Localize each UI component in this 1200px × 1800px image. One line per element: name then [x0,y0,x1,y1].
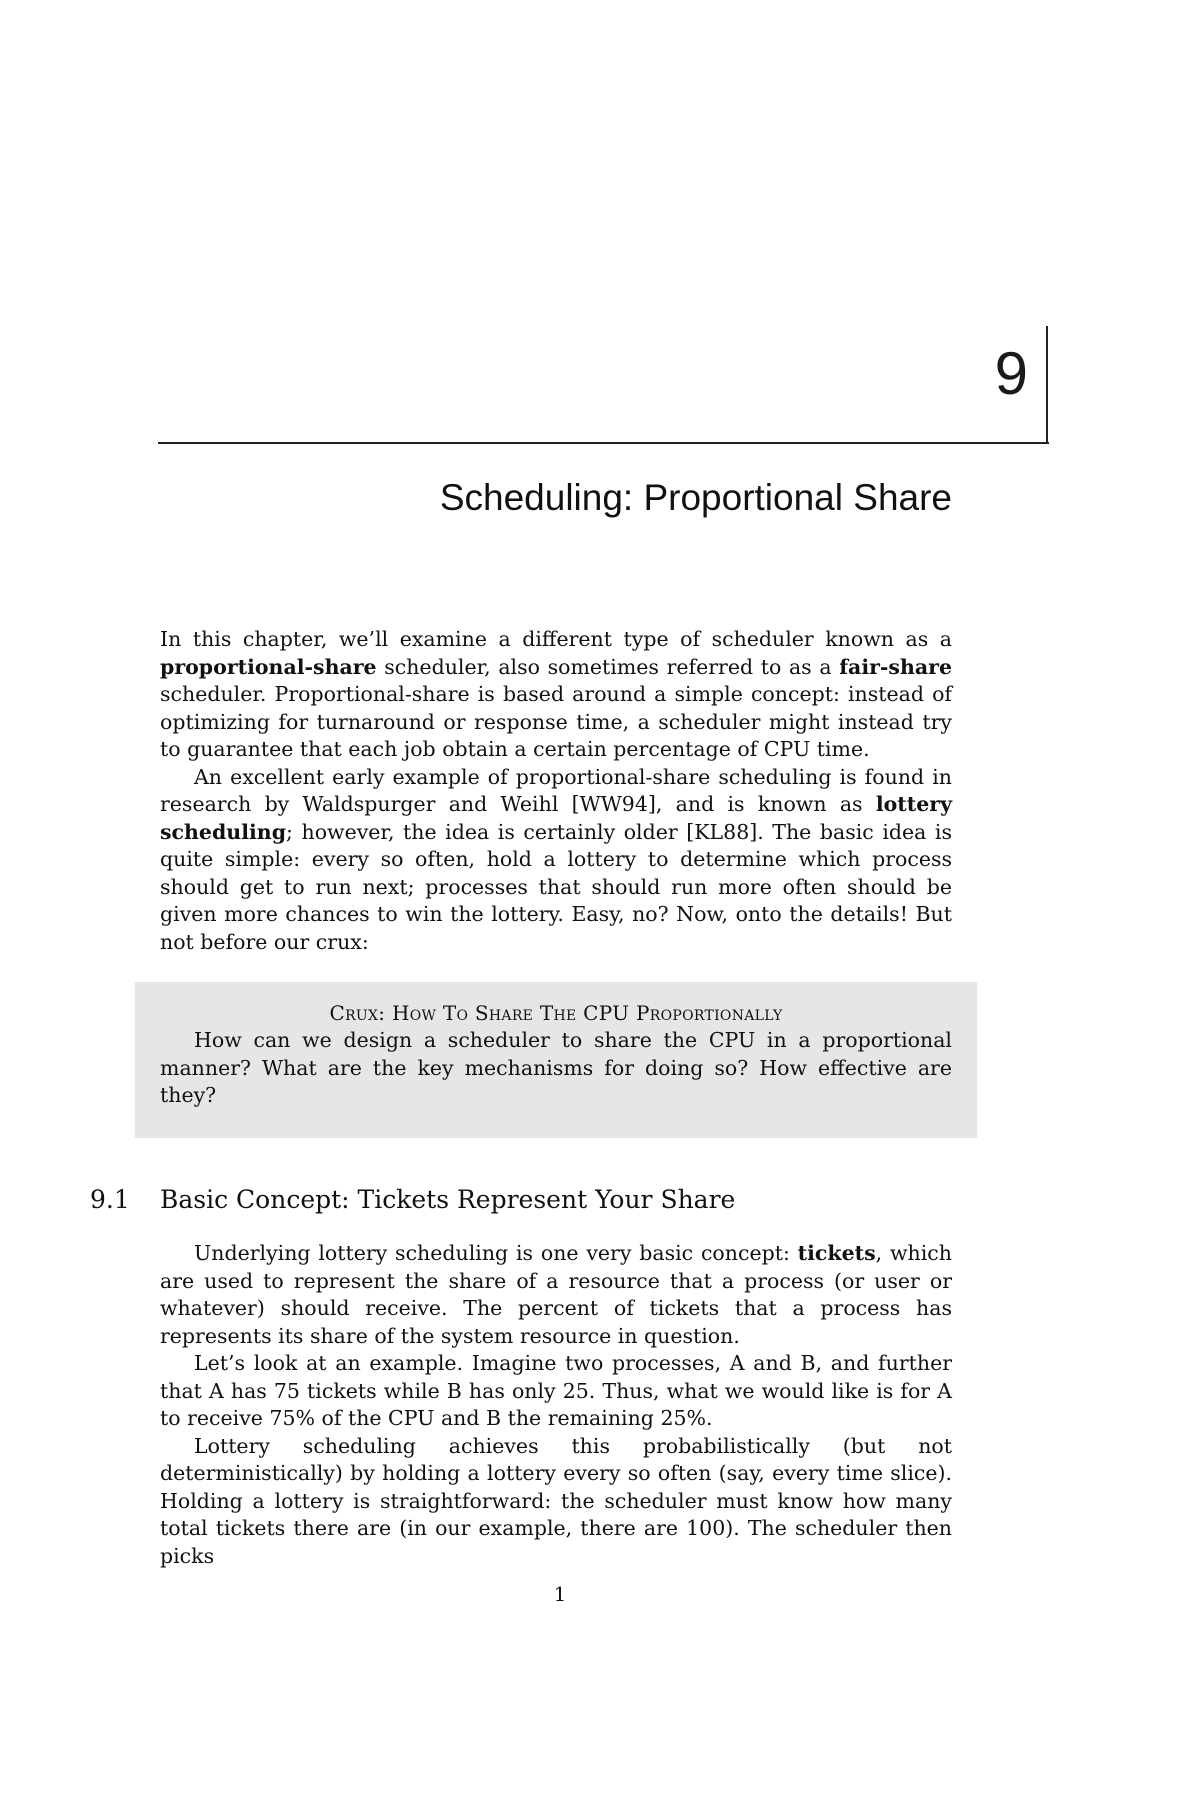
bold-term-lottery-scheduling: lottery scheduling [160,792,952,844]
chapter-rule-vertical [1046,326,1048,444]
section-paragraph-1 [160,1240,952,1350]
page-number: 1 [553,1582,567,1606]
crux-heading: Crux: How To Share The CPU Proportionally [329,1001,783,1025]
text-run: ; however, the idea is certainly older [KL88]. The basic idea is quite simple: every so often, hold a lottery to determine which process should get to run next; processes that should run more often should be given more chances to win the lottery. Easy, no? Now, onto the details! But not before our crux: [160,819,952,954]
chapter-rule-horizontal [158,442,1049,444]
section-paragraph-2: Let’s look at an example. Imagine two processes, A and B, and further that A has 75 tickets while B has only 25. Thus, what we would like is for A to receive 75% of the CPU and B the remaining 25%. [160,1351,952,1430]
intro-paragraph-1 [160,626,952,764]
text-run: In this chapter, we’ll examine a different type of scheduler known as a [160,627,952,651]
chapter-number: 9 [994,340,1028,407]
section-paragraph-3: Lottery scheduling achieves this probabilistically (but not deterministically) by holding a lottery every so often (say, every time slice). Holding a lottery is straightforward: the scheduler must know how many total tickets there are (in our example, there are 100). The scheduler then picks [160,1433,952,1568]
bold-term-fair-share: fair-share [839,654,952,679]
crux-body [160,1027,952,1110]
section-number: 9.1 [90,1185,130,1214]
text-run: scheduler. Proportional-share is based around a simple concept: instead of optimizing for turnaround or response time, a scheduler might instead try to guarantee that each job obtain a certain percentage of CPU time. [160,682,952,761]
text-run: An excellent early example of proportional-share scheduling is found in research by Waldspurger and Weihl [WW94], and is known as [160,764,952,816]
intro-text [160,626,952,956]
text-run: Underlying lottery scheduling is one very basic concept: [194,1241,798,1265]
text-run: , which are used to represent the share of a resource that a process (or user or whatever) should receive. The percent of tickets that a process has represents its share of the system resource in question. [160,1241,952,1348]
section-text [160,1240,952,1570]
bold-term-proportional-share: proportional-share [160,654,377,679]
section-title: Basic Concept: Tickets Represent Your Share [160,1185,736,1214]
text-run: scheduler, also sometimes referred to as a [376,654,840,679]
crux-paragraph: How can we design a scheduler to share the CPU in a proportional manner? What are the key mechanisms for doing so? How effective are they? [160,1028,952,1107]
bold-term-tickets: tickets [797,1241,876,1265]
chapter-title: Scheduling: Proportional Share [439,477,952,518]
intro-paragraph-2 [160,764,952,957]
